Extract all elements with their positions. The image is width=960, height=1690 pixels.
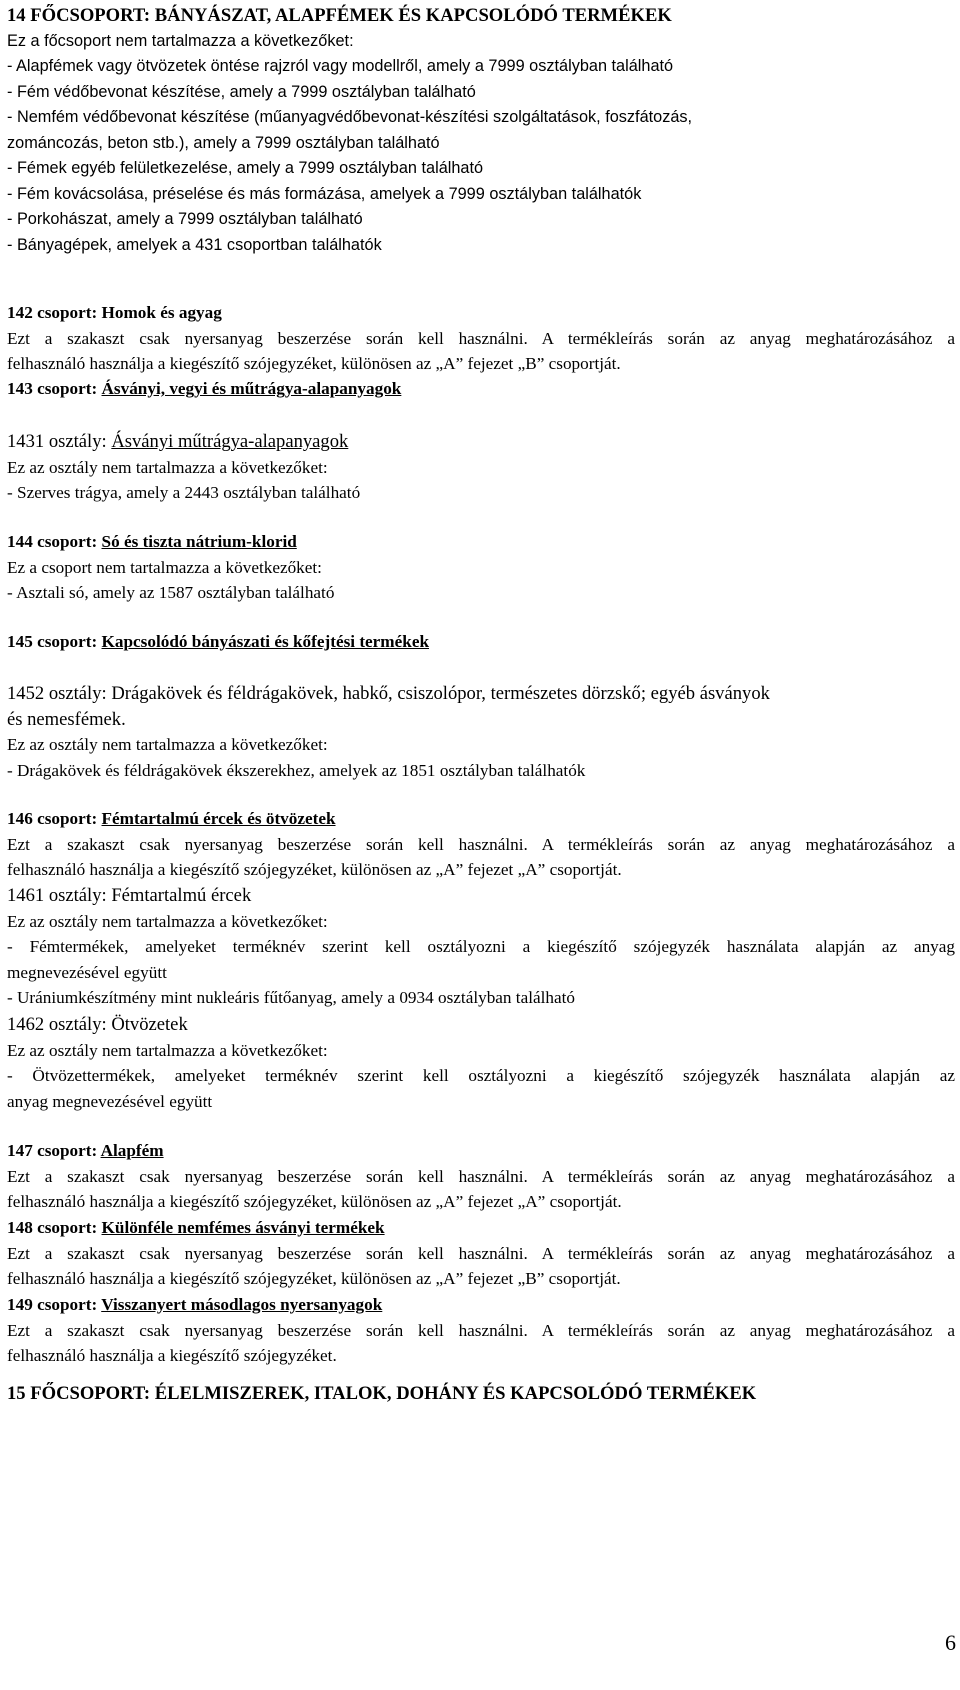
group-148	[7, 1215, 955, 1292]
group-heading	[7, 806, 955, 832]
note-text: Ezt a szakaszt csak nyersanyag beszerzése során kell használni. A termékleírás során az anyag meghatározásához a	[7, 834, 955, 854]
group-147	[7, 1138, 955, 1215]
exclusion-item: - Nemfém védőbevonat készítése (műanyagvédőbevonat-készítési szolgáltatások, foszfátozás,	[7, 108, 693, 126]
exclusion-item: - Szerves trágya, amely a 2443 osztályban található	[7, 483, 361, 502]
note-text: felhasználó használja a kiegészítő szójegyzéket, különösen az „A” fejezet „B” csoportját.	[7, 354, 621, 373]
class-1431	[7, 429, 955, 506]
note-text: Ezt a szakaszt csak nyersanyag beszerzése során kell használni. A termékleírás során az anyag meghatározásához a	[7, 1243, 955, 1263]
group-number: 146 csoport:	[7, 809, 102, 828]
exclusion-item: - Porkohászat, amely a 7999 osztályban található	[7, 210, 363, 228]
class-1461	[7, 883, 955, 1011]
group-title: Homok és agyag	[101, 303, 222, 322]
group-title: Só és tiszta nátrium-klorid	[101, 532, 297, 551]
group-title: Alapfém	[100, 1141, 164, 1160]
note-text: felhasználó használja a kiegészítő szójegyzéket.	[7, 1346, 337, 1365]
group-heading	[7, 529, 955, 555]
group-142	[7, 300, 955, 377]
group-146	[7, 806, 955, 883]
exclusion-intro: Ez a főcsoport nem tartalmazza a következőket:	[7, 31, 354, 50]
note-text: Ezt a szakaszt csak nyersanyag beszerzése során kell használni. A termékleírás során az anyag meghatározásához a	[7, 1320, 955, 1340]
class-number: 1461 osztály:	[7, 885, 112, 906]
main-group-15	[7, 1381, 955, 1407]
exclusion-item: - Urániumkészítmény mint nukleáris fűtőanyag, amely a 0934 osztályban található	[7, 988, 575, 1007]
group-heading	[7, 1138, 955, 1164]
class-title: Ötvözetek	[111, 1014, 188, 1035]
group-144	[7, 529, 955, 606]
exclusion-item: - Fém kovácsolása, préselése és más formázása, amelyek a 7999 osztályban találhatók	[7, 184, 642, 203]
group-number: 148 csoport:	[7, 1218, 102, 1237]
page-number: 6	[945, 1630, 956, 1655]
note-text: felhasználó használja a kiegészítő szójegyzéket, különösen az „A” fejezet „A” csoportját.	[7, 860, 622, 879]
group-heading	[7, 300, 955, 326]
exclusion-item-continued: megnevezésével együtt	[7, 962, 167, 982]
note-text: felhasználó használja a kiegészítő szójegyzéket, különösen az „A” fejezet „B” csoportját.	[7, 1269, 621, 1288]
class-1462	[7, 1012, 955, 1114]
exclusion-item: - Ötvözettermékek, amelyeket terméknév szerint kell osztályozni a kiegészítő szójegyzék használata alapján az	[7, 1066, 955, 1085]
group-number: 145 csoport:	[7, 632, 102, 651]
class-title: Drágakövek és féldrágakövek, habkő, csiszolópor, természetes dörzskő; egyéb ásványok	[111, 683, 770, 704]
group-heading	[7, 376, 955, 402]
group-number: 144 csoport:	[7, 532, 102, 551]
class-1452	[7, 681, 955, 783]
exclusion-item: - Fém védőbevonat készítése, amely a 7999 osztályban található	[7, 82, 476, 101]
group-number: 147 csoport:	[7, 1141, 101, 1160]
class-heading	[7, 1012, 955, 1038]
group-title: Fémtartalmú ércek és ötvözetek	[101, 809, 336, 828]
group-number: 143 csoport:	[7, 379, 102, 398]
exclusion-intro: Ez az osztály nem tartalmazza a következőket:	[7, 457, 328, 477]
group-title: Ásványi, vegyi és műtrágya-alapanyagok	[101, 379, 402, 398]
group-149	[7, 1292, 955, 1369]
main-group-heading: 14 FŐCSOPORT: BÁNYÁSZAT, ALAPFÉMEK ÉS KAPCSOLÓDÓ TERMÉKEK	[7, 5, 672, 26]
group-heading	[7, 629, 955, 655]
group-143	[7, 376, 955, 402]
exclusion-item: - Asztali só, amely az 1587 osztályban található	[7, 583, 335, 602]
exclusion-item: - Bányagépek, amelyek a 431 csoportban találhatók	[7, 235, 382, 254]
group-title: Visszanyert másodlagos nyersanyagok	[101, 1295, 383, 1314]
exclusion-item: - Fémtermékek, amelyeket terméknév szerint kell osztályozni a kiegészítő szójegyzék használata alapján az anyag	[7, 937, 955, 956]
main-group-14	[7, 3, 955, 258]
group-heading	[7, 1292, 955, 1318]
exclusion-intro: Ez az osztály nem tartalmazza a következőket:	[7, 1040, 328, 1060]
exclusion-intro: Ez az osztály nem tartalmazza a következőket:	[7, 911, 328, 931]
exclusion-intro: Ez az osztály nem tartalmazza a következőket:	[7, 735, 328, 754]
exclusion-item: zománcozás, beton stb.), amely a 7999 osztályban található	[7, 133, 440, 152]
exclusion-item: - Alapfémek vagy ötvözetek öntése rajzról vagy modellről, amely a 7999 osztályban található	[7, 57, 674, 75]
main-group-heading: 15 FŐCSOPORT: ÉLELMISZEREK, ITALOK, DOHÁNY ÉS KAPCSOLÓDÓ TERMÉKEK	[7, 1383, 757, 1404]
group-title: Kapcsolódó bányászati és kőfejtési termékek	[101, 632, 430, 651]
class-title: Fémtartalmú ércek	[111, 885, 252, 906]
group-145	[7, 629, 955, 655]
class-heading	[7, 883, 955, 909]
class-number: 1452 osztály:	[7, 683, 112, 704]
note-text: Ezt a szakaszt csak nyersanyag beszerzése során kell használni. A termékleírás során az anyag meghatározásához a	[7, 328, 955, 348]
group-number: 149 csoport:	[7, 1295, 102, 1314]
class-number: 1462 osztály:	[7, 1014, 112, 1035]
note-text: Ezt a szakaszt csak nyersanyag beszerzése során kell használni. A termékleírás során az anyag meghatározásához a	[7, 1166, 955, 1186]
exclusion-item: - Fémek egyéb felületkezelése, amely a 7999 osztályban található	[7, 159, 484, 177]
group-number: 142 csoport:	[7, 303, 102, 322]
group-heading	[7, 1215, 955, 1241]
class-heading	[7, 681, 955, 707]
exclusion-intro: Ez a csoport nem tartalmazza a következőket:	[7, 557, 322, 577]
group-title: Különféle nemfémes ásványi termékek	[101, 1218, 385, 1237]
exclusion-item-continued: anyag megnevezésével együtt	[7, 1091, 213, 1111]
note-text: felhasználó használja a kiegészítő szójegyzéket, különösen az „A” fejezet „A” csoportját.	[7, 1192, 622, 1211]
class-number: 1431 osztály:	[7, 431, 112, 452]
class-title: Ásványi műtrágya-alapanyagok	[111, 431, 349, 452]
exclusion-item: - Drágakövek és féldrágakövek ékszerekhez, amelyek az 1851 osztályban találhatók	[7, 760, 586, 780]
class-title-continued: és nemesfémek.	[7, 708, 126, 730]
class-heading	[7, 429, 955, 455]
